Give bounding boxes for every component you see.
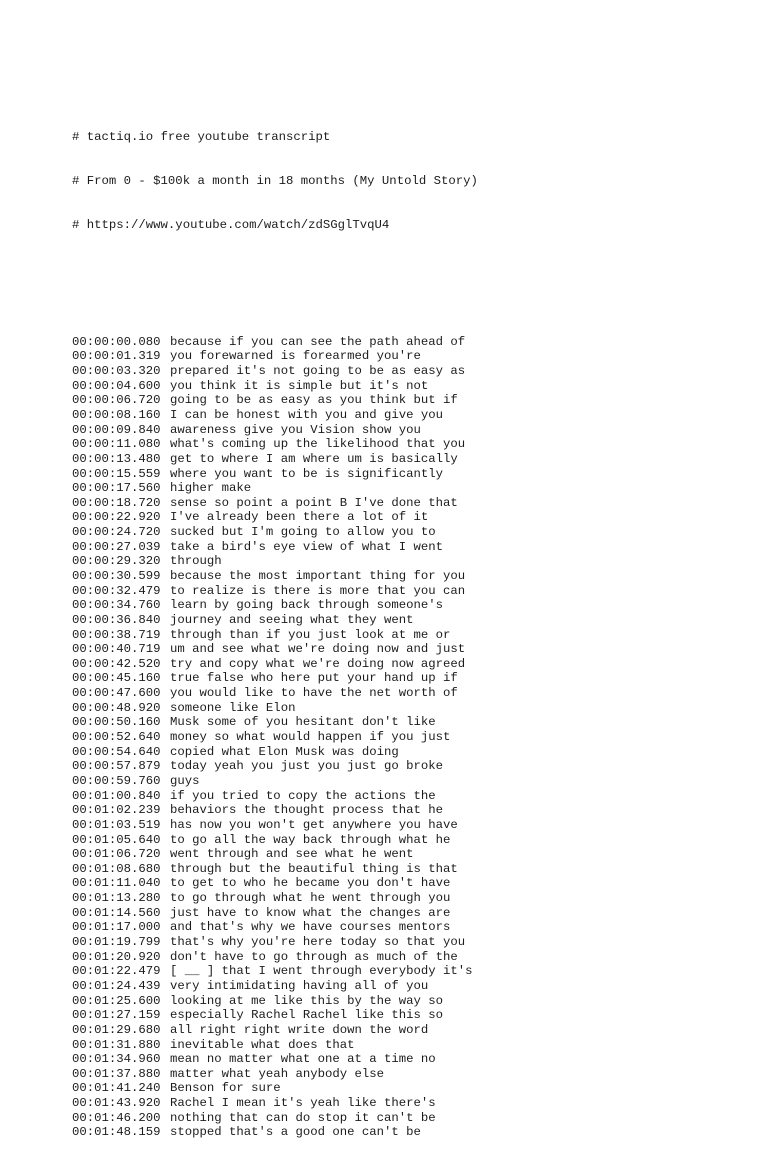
timestamp: 00:00:57.879 bbox=[72, 759, 161, 774]
transcript-line bbox=[72, 379, 732, 394]
timestamp: 00:00:47.600 bbox=[72, 686, 161, 701]
timestamp: 00:00:17.560 bbox=[72, 481, 161, 496]
timestamp: 00:01:31.880 bbox=[72, 1037, 161, 1052]
timestamp: 00:01:24.439 bbox=[72, 978, 161, 993]
transcript-line bbox=[72, 686, 732, 701]
transcript-line bbox=[72, 481, 732, 496]
caption-text: because the most important thing for you bbox=[170, 569, 466, 583]
caption-text: Benson for sure bbox=[170, 1081, 281, 1096]
timestamp: 00:01:00.840 bbox=[72, 788, 161, 803]
timestamp: 00:01:22.479 bbox=[72, 964, 161, 979]
transcript-line bbox=[72, 598, 732, 613]
transcript-line bbox=[72, 994, 732, 1009]
transcript-line bbox=[72, 759, 732, 774]
transcript-line bbox=[72, 657, 732, 672]
transcript-line bbox=[72, 818, 732, 833]
transcript-line bbox=[72, 540, 732, 555]
timestamp: 00:00:13.480 bbox=[72, 451, 161, 466]
timestamp: 00:01:03.519 bbox=[72, 817, 161, 832]
caption-text: going to be as easy as you think but if bbox=[170, 393, 458, 408]
transcript-line bbox=[72, 833, 732, 848]
transcript-line bbox=[72, 745, 732, 760]
timestamp: 00:00:00.080 bbox=[72, 334, 161, 349]
caption-text: if you tried to copy the actions the bbox=[170, 788, 436, 803]
caption-text: higher make bbox=[170, 481, 252, 496]
transcript-line bbox=[72, 423, 732, 438]
transcript-line bbox=[72, 349, 732, 364]
transcript-line bbox=[72, 525, 732, 540]
timestamp: 00:00:40.719 bbox=[72, 642, 161, 657]
transcript-line bbox=[72, 906, 732, 921]
caption-text: take a bird's eye view of what I went bbox=[170, 539, 444, 554]
caption-text: learn by going back through someone's bbox=[170, 598, 444, 613]
caption-text: prepared it's not going to be as easy as bbox=[170, 364, 466, 379]
header-source-line: # tactiq.io free youtube transcript bbox=[72, 129, 331, 144]
timestamp: 00:00:09.840 bbox=[72, 422, 161, 437]
transcript-document bbox=[72, 71, 732, 1155]
timestamp: 00:01:19.799 bbox=[72, 935, 161, 950]
transcript-line bbox=[72, 569, 732, 584]
caption-text: went through and see what he went bbox=[170, 847, 414, 862]
timestamp: 00:01:43.920 bbox=[72, 1096, 161, 1111]
transcript-line bbox=[72, 862, 732, 877]
caption-text: someone like Elon bbox=[170, 700, 296, 715]
transcript-line bbox=[72, 715, 732, 730]
transcript-line bbox=[72, 891, 732, 906]
timestamp: 00:00:03.320 bbox=[72, 364, 161, 379]
caption-text: to realize is there is more that you can bbox=[170, 583, 466, 598]
transcript-line bbox=[72, 935, 732, 950]
transcript-line bbox=[72, 642, 732, 657]
transcript-line bbox=[72, 510, 732, 525]
timestamp: 00:00:45.160 bbox=[72, 671, 161, 686]
caption-text: get to where I am where um is basically bbox=[170, 451, 458, 466]
transcript-line bbox=[72, 1067, 732, 1082]
transcript-line bbox=[72, 803, 732, 818]
timestamp: 00:00:29.320 bbox=[72, 554, 161, 569]
caption-text: copied what Elon Musk was doing bbox=[170, 744, 399, 759]
transcript-line bbox=[72, 920, 732, 935]
caption-text: because if you can see the path ahead of bbox=[170, 334, 466, 349]
caption-text: what's coming up the likelihood that you bbox=[170, 437, 466, 452]
transcript-line bbox=[72, 437, 732, 452]
caption-text: has now you won't get anywhere you have bbox=[170, 817, 458, 832]
timestamp: 00:01:08.680 bbox=[72, 861, 161, 876]
caption-text: mean no matter what one at a time no bbox=[170, 1052, 436, 1067]
transcript-line bbox=[72, 730, 732, 745]
transcript-line bbox=[72, 408, 732, 423]
caption-text: Musk some of you hesitant don't like bbox=[170, 715, 436, 730]
timestamp: 00:01:14.560 bbox=[72, 905, 161, 920]
transcript-line bbox=[72, 364, 732, 379]
caption-text: very intimidating having all of you bbox=[170, 978, 429, 993]
caption-text: all right right write down the word bbox=[170, 1022, 429, 1037]
timestamp: 00:01:29.680 bbox=[72, 1022, 161, 1037]
caption-text: try and copy what we're doing now agreed bbox=[170, 656, 466, 671]
caption-text: through but the beautiful thing is that bbox=[170, 861, 458, 876]
timestamp: 00:00:18.720 bbox=[72, 495, 161, 510]
timestamp: 00:01:05.640 bbox=[72, 832, 161, 847]
caption-text: where you want to be is significantly bbox=[170, 466, 444, 481]
transcript-line bbox=[72, 671, 732, 686]
timestamp: 00:01:46.200 bbox=[72, 1110, 161, 1125]
caption-text: [ __ ] that I went through everybody it's bbox=[170, 964, 473, 979]
caption-text: through than if you just look at me or bbox=[170, 627, 451, 642]
header-spacer bbox=[72, 291, 732, 306]
timestamp: 00:00:50.160 bbox=[72, 715, 161, 730]
transcript-line bbox=[72, 393, 732, 408]
caption-text: awareness give you Vision show you bbox=[170, 422, 421, 437]
caption-text: behaviors the thought process that he bbox=[170, 803, 444, 818]
timestamp: 00:00:34.760 bbox=[72, 598, 161, 613]
caption-text: Rachel I mean it's yeah like there's bbox=[170, 1096, 436, 1111]
timestamp: 00:00:52.640 bbox=[72, 730, 161, 745]
timestamp: 00:00:08.160 bbox=[72, 407, 161, 422]
timestamp: 00:00:22.920 bbox=[72, 510, 161, 525]
caption-text: don't have to go through as much of the bbox=[170, 949, 458, 964]
transcript-line bbox=[72, 701, 732, 716]
caption-text: to get to who he became you don't have bbox=[170, 876, 451, 891]
transcript-line bbox=[72, 1125, 732, 1140]
transcript-line bbox=[72, 628, 732, 643]
timestamp: 00:01:17.000 bbox=[72, 920, 161, 935]
caption-text: you forewarned is forearmed you're bbox=[170, 349, 421, 364]
header-title-line: # From 0 - $100k a month in 18 months (My Untold Story) bbox=[72, 173, 478, 188]
timestamp: 00:01:06.720 bbox=[72, 847, 161, 862]
transcript-line bbox=[72, 1023, 732, 1038]
transcript-line bbox=[72, 876, 732, 891]
timestamp: 00:00:30.599 bbox=[72, 569, 161, 583]
transcript-line bbox=[72, 335, 732, 350]
timestamp: 00:00:32.479 bbox=[72, 583, 161, 598]
caption-text: inevitable what does that bbox=[170, 1037, 355, 1052]
transcript-line bbox=[72, 584, 732, 599]
caption-text: journey and seeing what they went bbox=[170, 612, 414, 627]
caption-text: um and see what we're doing now and just bbox=[170, 642, 466, 657]
transcript-line bbox=[72, 847, 732, 862]
timestamp: 00:00:06.720 bbox=[72, 393, 161, 408]
caption-text: through bbox=[170, 554, 222, 569]
caption-text: sucked but I'm going to allow you to bbox=[170, 525, 436, 540]
transcript-line bbox=[72, 613, 732, 628]
timestamp: 00:00:48.920 bbox=[72, 700, 161, 715]
timestamp: 00:01:27.159 bbox=[72, 1008, 161, 1023]
caption-text: sense so point a point B I've done that bbox=[170, 495, 458, 510]
transcript-line bbox=[72, 496, 732, 511]
caption-text: especially Rachel Rachel like this so bbox=[170, 1008, 444, 1023]
caption-text: money so what would happen if you just bbox=[170, 730, 451, 745]
timestamp: 00:00:04.600 bbox=[72, 378, 161, 393]
caption-text: to go all the way back through what he bbox=[170, 832, 451, 847]
transcript-line bbox=[72, 774, 732, 789]
caption-text: that's why you're here today so that you bbox=[170, 935, 466, 950]
transcript-line bbox=[72, 1038, 732, 1053]
timestamp: 00:01:37.880 bbox=[72, 1066, 161, 1081]
transcript-line bbox=[72, 979, 732, 994]
timestamp: 00:00:36.840 bbox=[72, 612, 161, 627]
timestamp: 00:00:27.039 bbox=[72, 539, 161, 554]
timestamp: 00:01:25.600 bbox=[72, 993, 161, 1008]
timestamp: 00:00:38.719 bbox=[72, 627, 161, 642]
caption-text: looking at me like this by the way so bbox=[170, 993, 444, 1008]
transcript-line bbox=[72, 1008, 732, 1023]
timestamp: 00:01:02.239 bbox=[72, 803, 161, 818]
timestamp: 00:01:13.280 bbox=[72, 891, 161, 906]
caption-text: today yeah you just you just go broke bbox=[170, 759, 444, 774]
timestamp: 00:01:48.159 bbox=[72, 1125, 161, 1140]
transcript-line bbox=[72, 950, 732, 965]
timestamp: 00:01:41.240 bbox=[72, 1081, 161, 1096]
transcript-line bbox=[72, 554, 732, 569]
transcript-line bbox=[72, 789, 732, 804]
caption-text: and that's why we have courses mentors bbox=[170, 920, 451, 935]
timestamp: 00:00:15.559 bbox=[72, 466, 161, 481]
timestamp: 00:00:11.080 bbox=[72, 437, 161, 452]
transcript-line bbox=[72, 452, 732, 467]
caption-text: I've already been there a lot of it bbox=[170, 510, 429, 525]
document-header bbox=[72, 100, 732, 261]
caption-text: guys bbox=[170, 773, 200, 788]
transcript-line bbox=[72, 1111, 732, 1126]
timestamp: 00:01:20.920 bbox=[72, 949, 161, 964]
caption-text: I can be honest with you and give you bbox=[170, 407, 444, 422]
timestamp: 00:00:01.319 bbox=[72, 349, 161, 364]
transcript-line bbox=[72, 1052, 732, 1067]
transcript-line bbox=[72, 964, 732, 979]
timestamp: 00:00:59.760 bbox=[72, 773, 161, 788]
transcript-line bbox=[72, 1081, 732, 1096]
timestamp: 00:01:34.960 bbox=[72, 1052, 161, 1067]
caption-text: nothing that can do stop it can't be bbox=[170, 1110, 436, 1125]
caption-text: to go through what he went through you bbox=[170, 891, 451, 906]
timestamp: 00:00:42.520 bbox=[72, 656, 161, 671]
caption-text: stopped that's a good one can't be bbox=[170, 1125, 421, 1140]
header-url-line: # https://www.youtube.com/watch/zdSGglTvqU4 bbox=[72, 217, 390, 232]
timestamp: 00:00:24.720 bbox=[72, 525, 161, 540]
transcript-line bbox=[72, 1096, 732, 1111]
caption-text: matter what yeah anybody else bbox=[170, 1066, 385, 1081]
caption-text: true false who here put your hand up if bbox=[170, 671, 458, 686]
timestamp: 00:01:11.040 bbox=[72, 876, 161, 891]
timestamp: 00:00:54.640 bbox=[72, 744, 161, 759]
transcript-lines bbox=[72, 335, 732, 1140]
transcript-line bbox=[72, 467, 732, 482]
caption-text: you think it is simple but it's not bbox=[170, 378, 429, 393]
caption-text: just have to know what the changes are bbox=[170, 905, 451, 920]
caption-text: you would like to have the net worth of bbox=[170, 686, 458, 701]
